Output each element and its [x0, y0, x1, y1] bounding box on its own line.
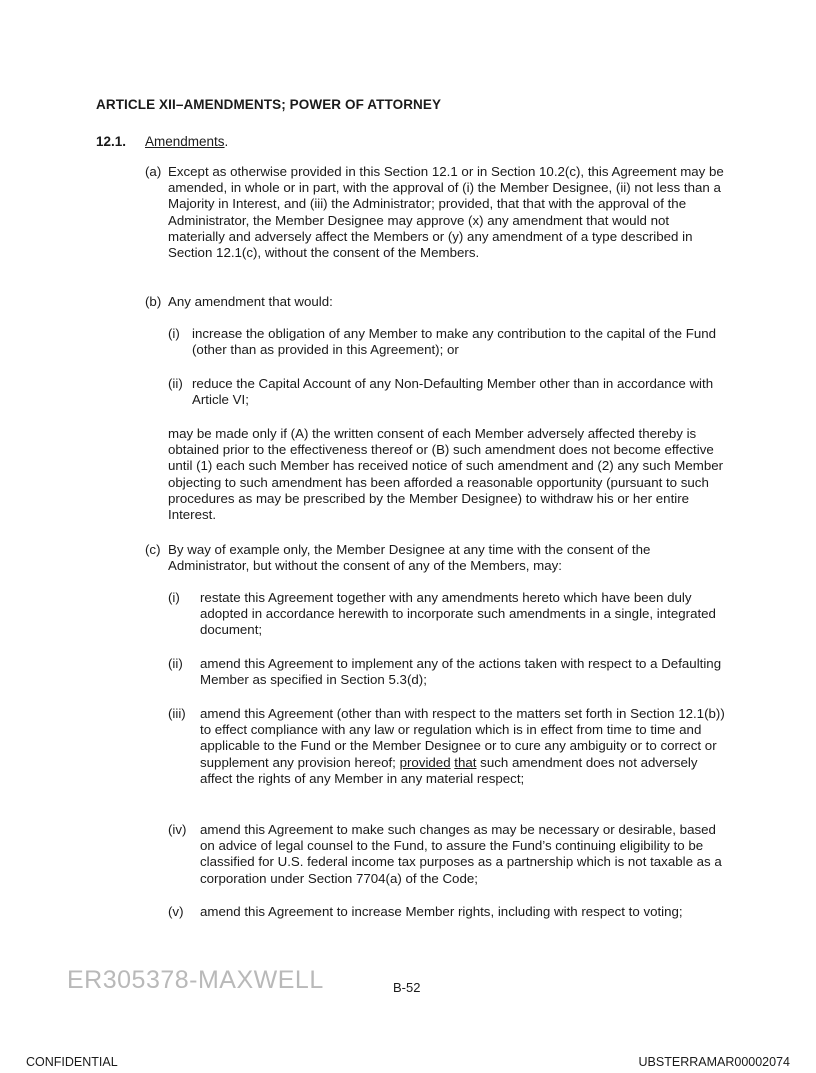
- that-term: that: [454, 754, 477, 770]
- clause-b-item-label: (i): [168, 326, 180, 341]
- clause-b-label: (b): [145, 294, 162, 309]
- page-number: B-52: [393, 980, 421, 995]
- section-number: 12.1.: [96, 134, 127, 149]
- clause-c-item-text: amend this Agreement to make such changes as may be necessary or desirable, based on advice of legal counsel to the Fund, to assure the Fund’s continuing eligibility to be classified for U.S. federal income tax purposes as a partnership which is not taxable as a corporation under Section 7704(a) of the Code;: [200, 822, 722, 886]
- clause-b-intro: Any amendment that would:: [168, 294, 333, 309]
- clause-a-text: Except as otherwise provided in this Section 12.1 or in Section 10.2(c), this Agreement may be amended, in whole or in part, with the approval of (i) the Member Designee, (ii) not less than a Majority in Interest, and (iii) the Administrator; provided, that that with the approval of the Administrator, the Member Designee may approve (x) any amendment that would not materially and adversely affect the Members or (y) any amendment of a type described in Section 12.1(c), without the consent of the Members.: [168, 164, 724, 261]
- clause-a-label: (a): [145, 164, 162, 179]
- exhibit-stamp: ER305378-MAXWELL: [67, 966, 324, 994]
- clause-b-closing: may be made only if (A) the written consent of each Member adversely affected thereby is obtained prior to the effectiveness thereof or (B) such amendment does not become effective until (1) each such Member has received notice of such amendment and (2) any such Member objecting to such amendment has been afforded a reasonable opportunity (pursuant to such procedures as may be prescribed by the Member Designee) to withdraw his or her entire Interest.: [168, 426, 724, 523]
- clause-c-item-text: amend this Agreement to increase Member rights, including with respect to voting;: [200, 904, 683, 919]
- clause-c-item-text-part: such amendment does not adversely affect the rights of any Member in any material respect;: [200, 754, 698, 786]
- clause-c-item-text-part: amend this Agreement (other than with respect to the matters set forth in Section 12.1(b)) to effect compliance with any law or regulation which is in effect from time to time and applicable to the Fund or the Member Designee or to cure any ambiguity or to correct or supplement any provision hereof;: [200, 706, 725, 770]
- clause-c-item-label: (i): [168, 590, 180, 605]
- section-title: Amendments: [145, 134, 225, 149]
- provided-term: provided: [399, 754, 451, 770]
- clause-c-item-label: (iv): [168, 822, 187, 837]
- clause-c-item-text: [200, 706, 728, 787]
- bates-number: UBSTERRAMAR00002074: [638, 1055, 790, 1069]
- clause-b-item-text: increase the obligation of any Member to make any contribution to the capital of the Fund (other than as provided in this Agreement); or: [192, 326, 717, 358]
- clause-b-item-text: reduce the Capital Account of any Non-Defaulting Member other than in accordance with Article VI;: [192, 376, 714, 408]
- section-heading: [96, 134, 228, 149]
- section-title-suffix: .: [224, 134, 229, 149]
- clause-c-item-text: restate this Agreement together with any amendments hereto which have been duly adopted in accordance herewith to incorporate such amendments in a single, integrated document;: [200, 590, 716, 638]
- clause-c-label: (c): [145, 542, 161, 557]
- clause-c-item-label: (ii): [168, 656, 183, 671]
- clause-c-item-text: amend this Agreement to implement any of the actions taken with respect to a Defaulting Member as specified in Section 5.3(d);: [200, 656, 722, 688]
- clause-c-item-label: (iii): [168, 706, 186, 721]
- clause-b-item-label: (ii): [168, 376, 183, 391]
- confidential-label: CONFIDENTIAL: [26, 1055, 118, 1069]
- article-title: ARTICLE XII–AMENDMENTS; POWER OF ATTORNEY: [96, 97, 442, 112]
- clause-c-intro: By way of example only, the Member Designee at any time with the consent of the Administrator, but without the consent of any of the Members, may:: [168, 542, 651, 574]
- clause-c-item-label: (v): [168, 904, 184, 919]
